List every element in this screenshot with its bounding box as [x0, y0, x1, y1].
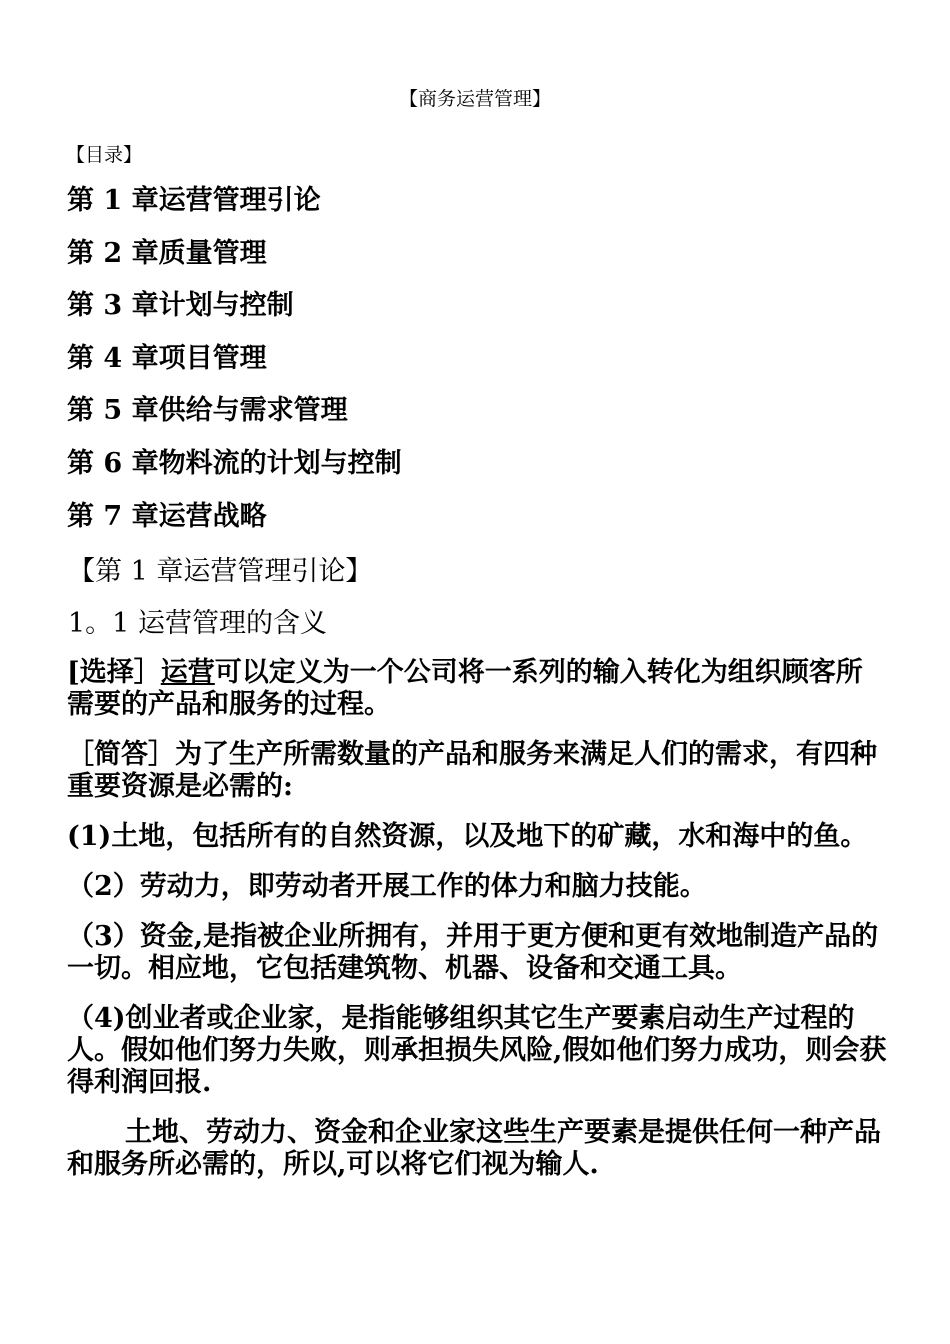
toc-item-chapter-6: 第 6 章物料流的计划与控制 [67, 447, 402, 479]
toc-item-chapter-1: 第 1 章运营管理引论 [67, 185, 321, 216]
paragraph-summary: 土地、劳动力、资金和企业家这些生产要素是提供任何一种产品和服务所必需的，所以,可以将它们视为输人. [67, 1117, 881, 1180]
document-title: 【商务运营管理】 [398, 88, 551, 110]
toc-item-chapter-7: 第 7 章运营战略 [67, 500, 267, 532]
toc-item-chapter-2: 第 2 章质量管理 [67, 237, 267, 269]
toc-item-chapter-3: 第 3 章计划与控制 [67, 290, 294, 322]
toc-item-chapter-5: 第 5 章供给与需求管理 [67, 395, 348, 427]
paragraph-short-answer: ［简答］为了生产所需数量的产品和服务来满足人们的需求，有四种重要资源是必需的: [67, 739, 877, 802]
paragraph-capital: （3）资金,是指被企业所拥有，并用于更方便和更有效地制造产品的一切。相应地，它包括建筑物、机器、设备和交通工具。 [67, 921, 879, 984]
paragraph-land: (1)土地，包括所有的自然资源，以及地下的矿藏，水和海中的鱼。 [67, 821, 868, 852]
chapter-1-heading: 【第 1 章运营管理引论】 [68, 556, 373, 587]
underlined-term: 运营 [160, 657, 215, 688]
paragraph-entrepreneur: （4)创业者或企业家，是指能够组织其它生产要素启动生产过程的人。假如他们努力失败，则承担损失风险,假如他们努力成功，则会获得利润回报. [67, 1003, 887, 1098]
toc-heading: 【目录】 [66, 144, 143, 166]
table-of-contents [67, 183, 402, 551]
section-1-1-heading: 1。1 运营管理的含义 [68, 608, 327, 639]
paragraph-definition [67, 657, 887, 721]
toc-item-chapter-4: 第 4 章项目管理 [67, 342, 267, 374]
choice-tag: [选择］ [67, 657, 161, 688]
definition-text: 可以定义为一个公司将一系列的输入转化为组织顾客所需要的产品和服务的过程。 [67, 657, 863, 720]
paragraph-labor: （2）劳动力，即劳动者开展工作的体力和脑力技能。 [67, 871, 707, 902]
document-body [67, 657, 887, 1199]
